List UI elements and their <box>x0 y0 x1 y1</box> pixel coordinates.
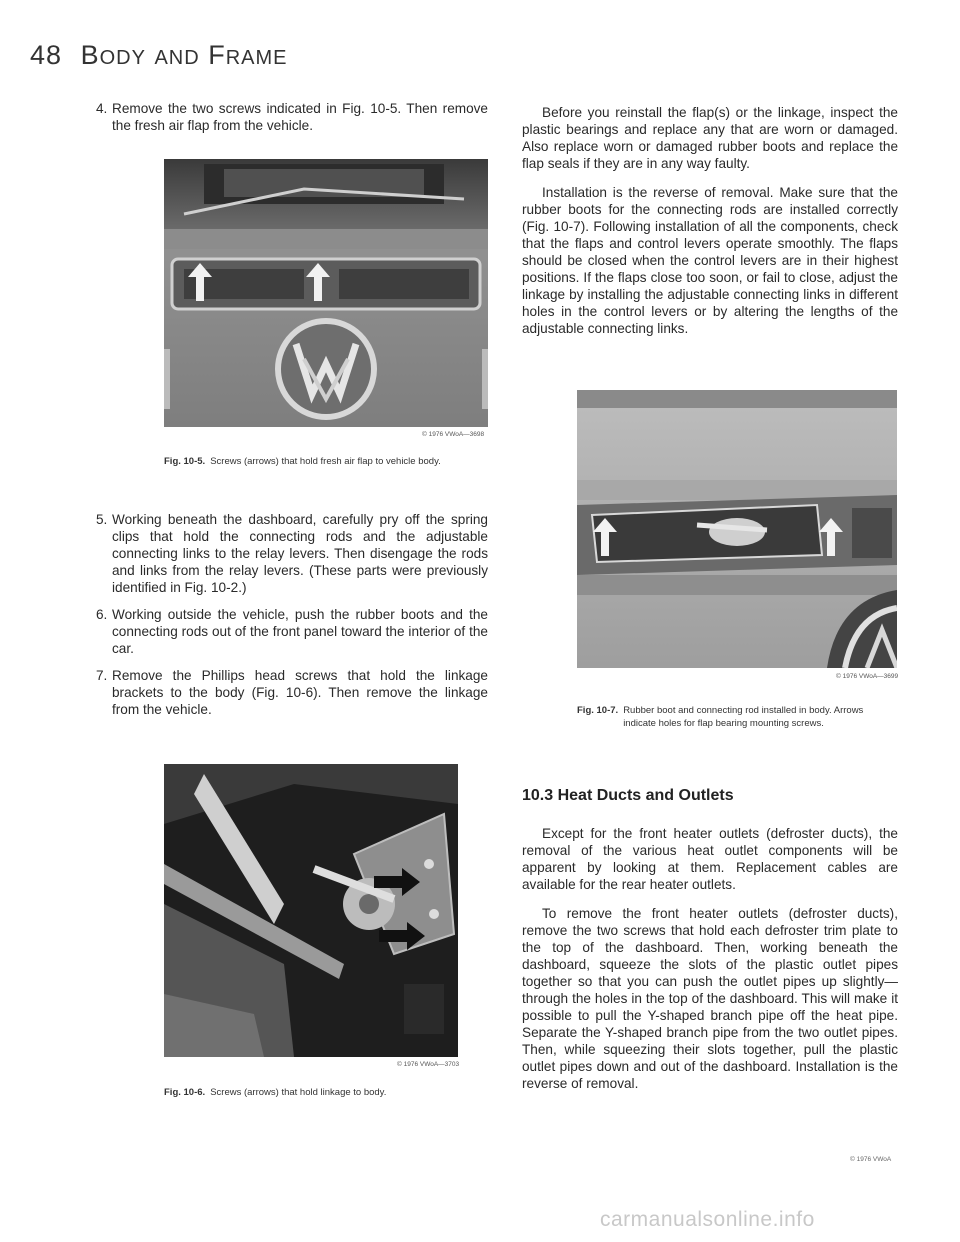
installation-paragraph: Installation is the reverse of removal. Make sure that the rubber boots for the connecting rods are installed correctly (Fig. 10-7). Following installation of all the components, check that the flaps and control levers operate smoothly. The flaps should be closed when the control levers are in their highest positions. If the flaps close too soon, or fail to close, adjust the linkage by installing the adjustable connecting links in different holes in the control levers or by altering the lengths of the adjustable connecting links. <box>522 185 898 336</box>
fig-10-5-photo <box>164 159 488 427</box>
section-heading: 10.3 Heat Ducts and Outlets <box>522 787 734 804</box>
fig-10-5-credit: © 1976 VWoA—3698 <box>422 431 485 438</box>
inspect-paragraph: Before you reinstall the flap(s) or the linkage, inspect the plastic bearings and replace any that are worn or damaged. Also replace worn or damaged rubber boots and replace the flap seals if they are in any way faulty. <box>522 105 898 171</box>
fig-10-7-caption: Fig. 10-7. Rubber boot and connecting rod installed in body. Arrows indicate holes for flap bearing mounting screws. <box>577 705 864 729</box>
page-header <box>30 40 287 71</box>
heat-intro-paragraph: Except for the front heater outlets (defroster ducts), the removal of the various heat outlet components will be apparent by looking at them. Replacement cables are available for the rear heater outlets. <box>522 826 898 892</box>
step-6: 6. Working outside the vehicle, push the rubber boots and the connecting rods out of the front panel toward the interior of the car. <box>96 607 488 656</box>
right-intro <box>522 104 898 337</box>
step-7: 7. Remove the Phillips head screws that hold the linkage brackets to the body (Fig. 10-6). Then remove the linkage from the vehicle. <box>96 668 488 717</box>
fig-10-7-photo <box>577 390 897 668</box>
left-steps-mid <box>96 511 488 728</box>
fig-10-6-credit: © 1976 VWoA—3703 <box>397 1061 460 1068</box>
fig-10-6-photo <box>164 764 458 1057</box>
step-4: 4. Remove the two screws indicated in Fig. 10-5. Then remove the fresh air flap from the vehicle. <box>96 101 488 133</box>
footer-credit: © 1976 VWoA <box>850 1156 892 1163</box>
page-number: 48 <box>30 40 63 70</box>
fig-10-7-credit: © 1976 VWoA—3699 <box>836 673 899 680</box>
heat-removal-paragraph: To remove the front heater outlets (defroster ducts), remove the two screws that hold each defroster trim plate to the top of the dashboard. Then, working beneath the dashboard, squeeze the slots of the plastic outlet pipes together so that you can push the outlet pipes up slightly—through the holes in the top of the dashboard. This will make it possible to pull the Y-shaped branch pipe off the heat pipe. Separate the Y-shaped branch pipe from the two outlet pipes. Then, while squeezing their slots together, pull the plastic outlet pipes down and out of the dashboard. Installation is the reverse of removal. <box>522 906 898 1091</box>
left-steps-top <box>96 100 488 144</box>
step-5: 5. Working beneath the dashboard, carefully pry off the spring clips that hold the connecting rods and the adjustable connecting links to the relay levers. Then disengage the rods and links from the relay levers. (These parts were previously identified in Fig. 10-2.) <box>96 512 488 595</box>
watermark: carmanualsonline.info <box>600 1208 815 1231</box>
fig-10-6-caption: Fig. 10-6. Screws (arrows) that hold linkage to body. <box>164 1087 387 1098</box>
section-body <box>522 825 898 1092</box>
fig-10-5-caption: Fig. 10-5. Screws (arrows) that hold fresh air flap to vehicle body. <box>164 456 441 467</box>
chapter-title: BODY AND FRAME <box>80 40 288 70</box>
